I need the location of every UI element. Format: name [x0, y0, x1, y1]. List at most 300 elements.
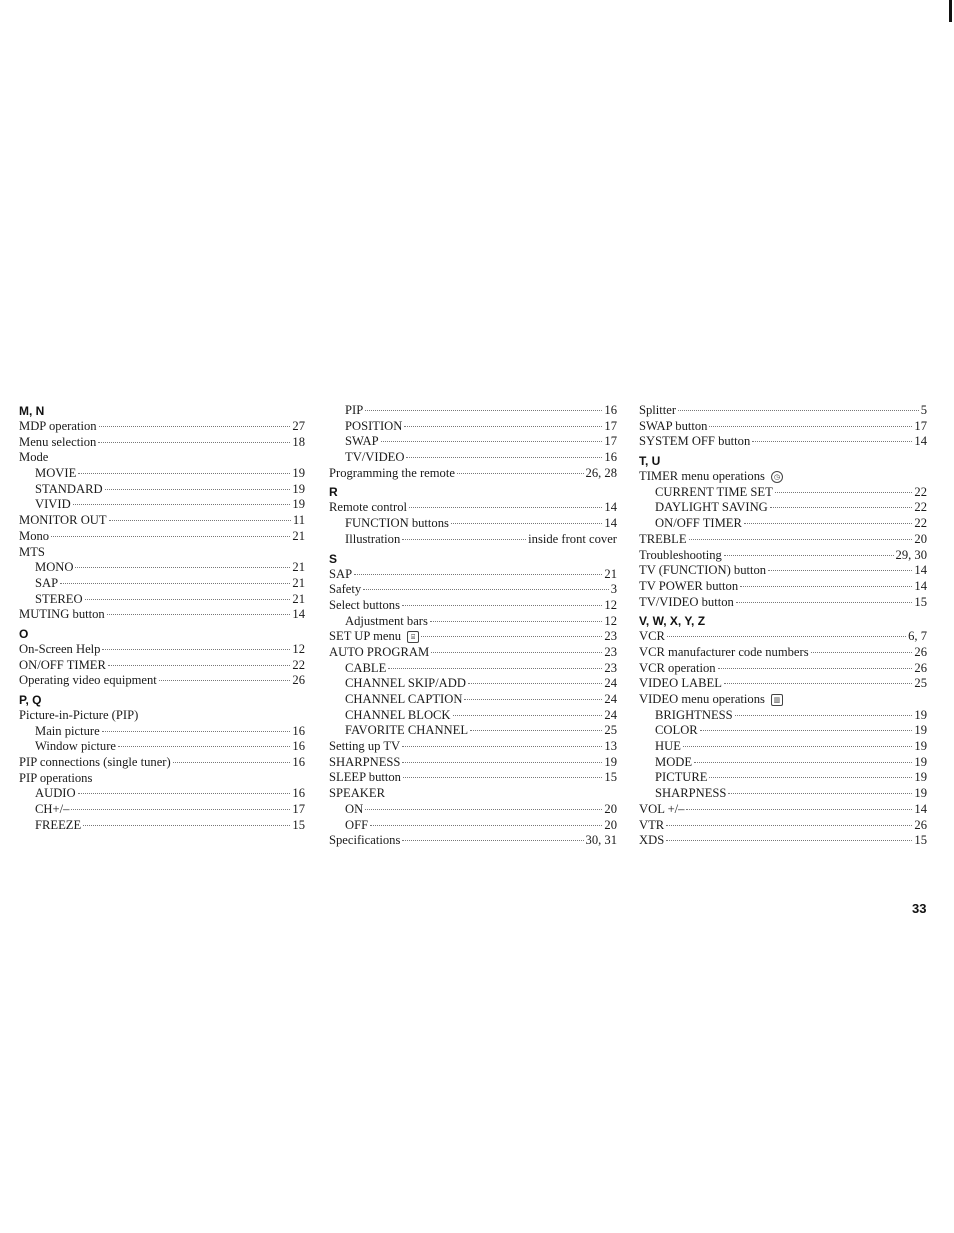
index-page-ref: 22: [914, 500, 927, 515]
dot-leader: [402, 539, 526, 540]
index-subentry: [639, 708, 927, 724]
index-term-text: MUTING button: [19, 607, 105, 622]
index-entry: [639, 661, 927, 677]
index-term-text: Safety: [329, 582, 362, 597]
index-term: [639, 833, 664, 849]
index-term: [35, 724, 100, 740]
index-subentry: [19, 576, 305, 592]
dot-leader: [728, 793, 912, 794]
index-term-text: CABLE: [345, 660, 387, 675]
index-term: [639, 579, 738, 595]
index-page-ref: 26: [292, 673, 305, 688]
index-term-text: VIDEO LABEL: [639, 676, 722, 691]
dot-leader: [430, 621, 603, 622]
index-entry: [19, 708, 305, 724]
dot-leader: [173, 762, 291, 763]
index-term: [19, 673, 157, 689]
index-page-ref: 12: [292, 641, 305, 656]
index-page-ref: 24: [604, 692, 617, 706]
dot-leader: [365, 410, 602, 411]
index-page-ref: 14: [604, 500, 617, 515]
index-entry: [19, 771, 305, 787]
index-subentry: [329, 614, 617, 630]
index-subentry: [639, 500, 927, 516]
index-term-text: TV/VIDEO: [345, 450, 405, 465]
index-term-text: VCR: [639, 629, 665, 644]
dot-leader: [108, 665, 291, 666]
dot-leader: [403, 777, 602, 778]
index-term-text: PIP: [345, 403, 364, 417]
index-term-text: TV/VIDEO button: [639, 594, 734, 609]
index-term-text: SAP: [329, 566, 353, 581]
index-page-ref: 14: [914, 434, 927, 449]
index-term-text: CHANNEL BLOCK: [345, 707, 451, 722]
index-term-text: VIDEO menu operations: [639, 692, 765, 706]
index-page-ref: 19: [914, 754, 927, 769]
index-entry: [329, 755, 617, 771]
index-term: [19, 755, 171, 771]
index-entry: [329, 598, 617, 614]
dot-leader: [102, 649, 290, 650]
index-subentry: [19, 482, 305, 498]
dot-leader: [431, 652, 602, 653]
index-term: [329, 770, 401, 786]
dot-leader: [406, 457, 602, 458]
index-entry: [639, 818, 927, 834]
index-term: [19, 529, 49, 545]
index-term-text: STANDARD: [35, 481, 103, 496]
index-term: [35, 818, 81, 834]
index-page-ref: 3: [610, 582, 617, 597]
dot-leader: [775, 492, 913, 493]
index-term: [655, 770, 707, 786]
index-entry: [19, 673, 305, 689]
dot-leader: [105, 489, 291, 490]
index-term-text: CURRENT TIME SET: [655, 484, 773, 499]
dot-leader: [404, 426, 602, 427]
index-term-text: SPEAKER: [329, 786, 385, 801]
index-term: [639, 595, 734, 611]
index-term: [345, 614, 428, 630]
index-term: [19, 513, 107, 529]
index-page-ref: 5: [920, 403, 927, 417]
index-page-ref: 22: [914, 516, 927, 531]
index-term-text: Splitter: [639, 403, 677, 417]
index-term: [19, 419, 97, 435]
index-term: [655, 708, 733, 724]
dot-leader: [71, 809, 290, 810]
index-term: [345, 450, 404, 466]
index-subentry: [329, 802, 617, 818]
index-term: [35, 497, 71, 513]
dot-leader: [694, 762, 912, 763]
index-term: [35, 739, 116, 755]
index-entry: [639, 645, 927, 661]
index-subentry: [329, 708, 617, 724]
index-subentry: [19, 818, 305, 834]
video-menu-icon: ▥: [771, 694, 783, 706]
index-term-text: VCR operation: [639, 660, 716, 675]
index-subentry: [329, 692, 617, 708]
index-entry: [19, 513, 305, 529]
index-term: [639, 802, 684, 818]
dot-leader: [118, 746, 290, 747]
index-term: [639, 419, 707, 435]
index-term: [345, 661, 386, 677]
index-term: [639, 563, 766, 579]
dot-leader: [354, 574, 602, 575]
index-term-text: TREBLE: [639, 531, 687, 546]
index-entry: [19, 450, 305, 466]
index-entry: [19, 607, 305, 623]
index-term-text: ON: [345, 801, 364, 816]
index-term: [35, 466, 76, 482]
index-term-text: Menu selection: [19, 434, 97, 449]
index-term-text: AUDIO: [35, 786, 76, 801]
index-term-text: HUE: [655, 739, 681, 754]
dot-leader: [453, 715, 603, 716]
index-page-ref: 15: [914, 594, 927, 609]
index-page-ref: 20: [604, 817, 617, 832]
index-subentry: [329, 419, 617, 435]
dot-leader: [78, 473, 290, 474]
index-page-ref: 25: [604, 723, 617, 738]
dot-leader: [402, 762, 602, 763]
index-term: [345, 403, 363, 419]
index-page-ref: 16: [292, 786, 305, 801]
index-letter-heading: R: [329, 485, 338, 500]
index-term: [19, 435, 96, 451]
index-term: [639, 645, 809, 661]
index-term-text: COLOR: [655, 723, 698, 738]
index-term: [345, 723, 468, 739]
index-term: [345, 802, 363, 818]
index-page-ref: 13: [604, 739, 617, 754]
index-term-text: PIP operations: [19, 770, 93, 785]
index-page-ref: 23: [604, 644, 617, 659]
dot-leader: [709, 426, 912, 427]
index-entry: [19, 658, 305, 674]
index-page-ref: 21: [292, 575, 305, 590]
index-term-text: Main picture: [35, 723, 100, 738]
dot-leader: [381, 441, 603, 442]
index-page-ref: 16: [604, 450, 617, 465]
page-edge-mark: [949, 0, 952, 22]
index-term: [19, 708, 138, 724]
index-term: [345, 818, 368, 834]
index-page-ref: 17: [292, 802, 305, 817]
index-entry: [329, 582, 617, 598]
dot-leader: [724, 683, 913, 684]
index-page-ref: 17: [604, 418, 617, 433]
index-page-ref: 25: [914, 676, 927, 691]
index-term: [345, 434, 379, 450]
index-term: [639, 532, 687, 548]
dot-leader: [768, 570, 912, 571]
dot-leader: [700, 730, 913, 731]
dot-leader: [735, 715, 913, 716]
index-page-ref: 18: [292, 434, 305, 449]
index-term: [345, 692, 462, 708]
dot-leader: [51, 536, 290, 537]
index-column-3: [639, 403, 927, 849]
dot-leader: [98, 442, 290, 443]
index-subentry: [639, 485, 927, 501]
dot-leader: [85, 599, 291, 600]
index-term-text: MTS: [19, 544, 45, 559]
index-term: [329, 567, 352, 583]
index-entry: [639, 548, 927, 564]
index-page-ref: 15: [604, 770, 617, 785]
index-page-ref: 19: [914, 770, 927, 785]
dot-leader: [365, 809, 602, 810]
index-term: [345, 676, 466, 692]
index-page-ref: 14: [914, 563, 927, 578]
dot-leader: [811, 652, 913, 653]
index-term-text: POSITION: [345, 418, 403, 433]
index-subentry: [329, 676, 617, 692]
index-page-ref: 14: [914, 578, 927, 593]
index-page-ref: 21: [604, 566, 617, 581]
dot-leader: [718, 668, 913, 669]
index-page-ref: 21: [292, 560, 305, 575]
index-entry: [19, 545, 305, 561]
index-term-text: ON/OFF TIMER: [655, 516, 742, 531]
index-term-text: TV (FUNCTION) button: [639, 563, 767, 578]
dot-leader: [99, 426, 291, 427]
index-entry: [329, 833, 617, 849]
index-page-ref: 17: [604, 434, 617, 449]
index-page-ref: 16: [292, 739, 305, 754]
index-page-ref: 22: [914, 484, 927, 499]
dot-leader: [451, 523, 603, 524]
index-page-ref: 23: [604, 660, 617, 675]
index-subentry: [329, 516, 617, 532]
index-term-text: Mono: [19, 528, 50, 543]
index-entry: [639, 692, 927, 708]
index-term: [35, 592, 83, 608]
index-term-text: Programming the remote: [329, 465, 455, 480]
index-page-ref: 26: [914, 817, 927, 832]
index-subentry: [19, 592, 305, 608]
index-entry: [639, 532, 927, 548]
dot-leader: [370, 825, 602, 826]
dot-leader: [107, 614, 291, 615]
index-term-text: CHANNEL SKIP/ADD: [345, 676, 466, 691]
dot-leader: [83, 825, 290, 826]
index-subentry: [19, 802, 305, 818]
dot-leader: [402, 840, 583, 841]
index-term-text: BRIGHTNESS: [655, 707, 733, 722]
dot-leader: [363, 589, 609, 590]
index-entry: [639, 434, 927, 450]
index-entry: [639, 802, 927, 818]
index-page-ref: 26, 28: [585, 465, 617, 480]
index-term: [639, 629, 665, 645]
index-term-text: Specifications: [329, 833, 401, 848]
index-term: [19, 545, 45, 561]
index-entry: [19, 529, 305, 545]
index-term: [35, 802, 69, 818]
index-page-ref: 19: [292, 481, 305, 496]
dot-leader: [666, 825, 912, 826]
index-subentry: [329, 818, 617, 834]
index-subentry: [19, 724, 305, 740]
index-term-text: VOL +/–: [639, 801, 685, 816]
index-page-ref: 20: [604, 801, 617, 816]
index-term-text: FAVORITE CHANNEL: [345, 723, 469, 738]
index-term: [35, 560, 73, 576]
index-page-ref: 19: [914, 707, 927, 722]
index-subentry: [639, 516, 927, 532]
dot-leader: [678, 410, 919, 411]
dot-leader: [73, 504, 291, 505]
dot-leader: [402, 746, 602, 747]
index-page-ref: 19: [914, 786, 927, 801]
index-page-ref: 29, 30: [895, 547, 927, 562]
dot-leader: [388, 668, 602, 669]
index-term: [19, 771, 92, 787]
dot-leader: [689, 539, 913, 540]
index-page-ref: 27: [292, 419, 305, 433]
index-term: [329, 755, 400, 771]
index-entry: [329, 770, 617, 786]
index-subentry: [329, 661, 617, 677]
index-term: [329, 786, 385, 802]
index-page-ref: 15: [914, 833, 927, 848]
index-term: [639, 818, 664, 834]
index-term-text: MOVIE: [35, 466, 77, 481]
index-term-text: SWAP button: [639, 418, 708, 433]
index-term: [329, 739, 400, 755]
index-entry: [639, 833, 927, 849]
dot-leader: [75, 567, 290, 568]
dot-leader: [752, 441, 912, 442]
dot-leader: [409, 507, 602, 508]
index-entry: [639, 595, 927, 611]
index-subentry: [639, 755, 927, 771]
dot-leader: [740, 586, 912, 587]
index-subentry: [19, 497, 305, 513]
index-entry: [329, 466, 617, 482]
index-subentry: [329, 723, 617, 739]
dot-leader: [744, 523, 913, 524]
index-term-text: VIVID: [35, 497, 71, 512]
dot-leader: [402, 605, 602, 606]
index-entry: [639, 676, 927, 692]
index-term: [655, 739, 681, 755]
index-term: [655, 516, 742, 532]
index-term: [655, 723, 698, 739]
index-entry: [19, 419, 305, 435]
index-term-text: SWAP: [345, 434, 379, 449]
index-term-text: FREEZE: [35, 817, 82, 832]
index-subentry: [329, 450, 617, 466]
index-entry: [19, 435, 305, 451]
index-term-text: Setting up TV: [329, 739, 401, 754]
dot-leader: [464, 699, 602, 700]
index-term-text: Picture-in-Picture (PIP): [19, 708, 139, 722]
index-entry: [329, 645, 617, 661]
index-subentry: [329, 434, 617, 450]
index-term-text: TV POWER button: [639, 578, 739, 593]
index-entry: [639, 419, 927, 435]
index-term-text: Window picture: [35, 739, 116, 754]
index-page-ref: 16: [604, 403, 617, 417]
dot-leader: [666, 840, 912, 841]
index-term: [329, 582, 361, 598]
index-term-text: CHANNEL CAPTION: [345, 692, 463, 706]
index-page-ref: 12: [604, 613, 617, 628]
index-term-text: MONITOR OUT: [19, 513, 107, 528]
dot-leader: [468, 683, 602, 684]
index-subentry: [639, 739, 927, 755]
dot-leader: [457, 473, 584, 474]
index-page-ref: 12: [604, 597, 617, 612]
index-term-text: SHARPNESS: [655, 786, 727, 801]
index-entry: [329, 739, 617, 755]
index-page-ref: 24: [604, 707, 617, 722]
index-page-ref: 19: [604, 754, 617, 769]
dot-leader: [724, 555, 894, 556]
index-term: [639, 434, 750, 450]
index-letter-heading: T, U: [639, 454, 661, 469]
index-entry: [329, 567, 617, 583]
dot-leader: [109, 520, 291, 521]
dot-leader: [736, 602, 913, 603]
dot-leader: [770, 507, 913, 508]
index-entry: [639, 469, 927, 485]
index-term: [19, 642, 100, 658]
index-term-text: Illustration: [345, 531, 401, 546]
index-term-text: Troubleshooting: [639, 547, 722, 562]
index-term: [655, 755, 692, 771]
index-term: [639, 661, 716, 677]
index-page-ref: 19: [914, 739, 927, 754]
index-term-text: Select buttons: [329, 597, 401, 612]
index-term-text: Remote control: [329, 500, 407, 515]
dot-leader: [667, 636, 906, 637]
index-term: [329, 466, 455, 482]
index-term-text: TIMER menu operations: [639, 469, 765, 484]
index-page-ref: 6, 7: [908, 629, 927, 644]
index-term: [655, 500, 768, 516]
index-term-text: SAP: [35, 575, 59, 590]
index-term: [345, 516, 449, 532]
index-term-text: OFF: [345, 817, 369, 832]
dot-leader: [470, 730, 602, 731]
index-page-ref: 16: [292, 723, 305, 738]
index-entry: [329, 500, 617, 516]
index-subentry: [19, 466, 305, 482]
index-page-ref: 23: [604, 629, 617, 644]
index-subentry: [639, 786, 927, 802]
index-term: [639, 469, 783, 485]
index-term-text: MODE: [655, 754, 693, 769]
index-letter-heading: O: [19, 626, 29, 641]
index-page-ref: 14: [292, 607, 305, 622]
index-page-ref: 19: [292, 497, 305, 512]
index-term: [345, 708, 451, 724]
index-entry: [19, 642, 305, 658]
index-letter-heading: P, Q: [19, 693, 42, 707]
index-term: [639, 692, 783, 708]
index-term-text: SYSTEM OFF button: [639, 434, 751, 449]
index-page-ref: 14: [914, 801, 927, 816]
index-term: [329, 598, 400, 614]
dot-leader: [159, 680, 291, 681]
index-page-ref: 16: [292, 755, 305, 770]
